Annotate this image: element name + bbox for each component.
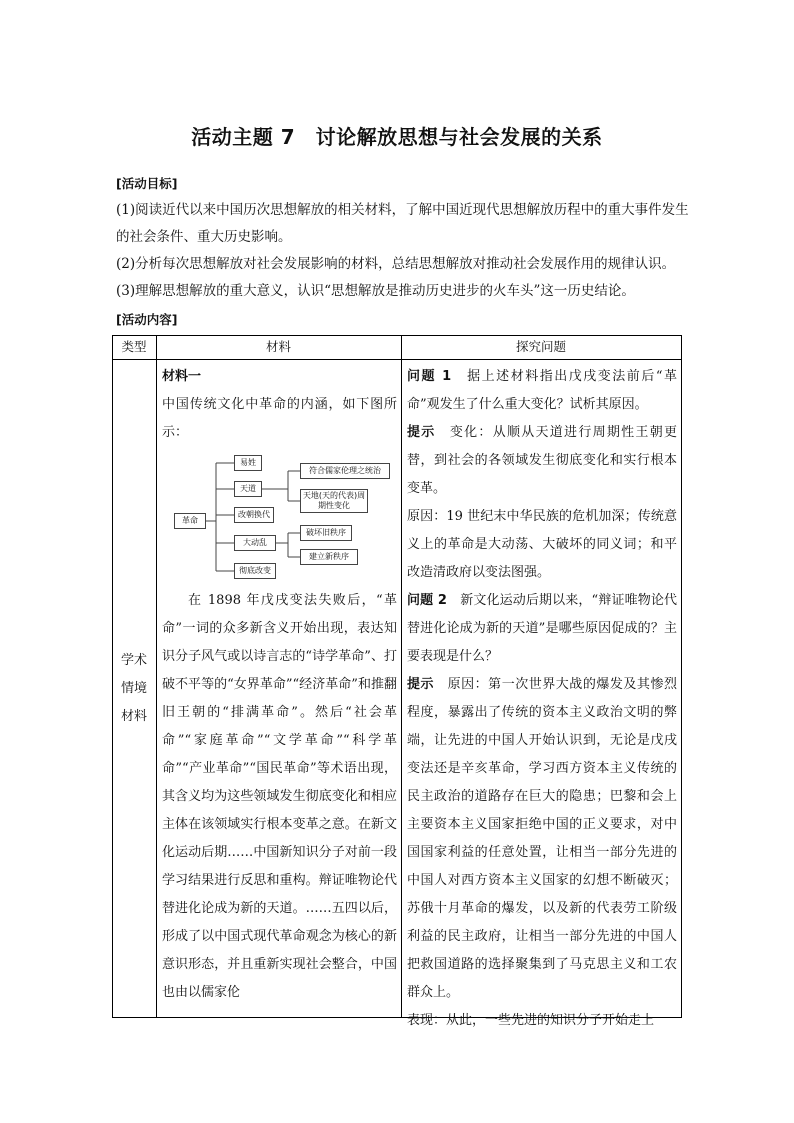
diagram-box-destroy-order: 破坏旧秩序	[300, 525, 352, 541]
goals-heading: [活动目标]	[116, 176, 178, 191]
material-column	[162, 363, 397, 1007]
diagram-box-periodic-change: 天地(天的代表)周期性变化	[300, 489, 368, 513]
activity-table	[112, 335, 682, 1028]
diagram-box-yixing: 易姓	[234, 455, 262, 471]
hint-2-text: 原因：第一次世界大战的爆发及其惨烈程度，暴露出了传统的资本主义政治文明的弊端，让先进的中国人开始认识到，无论是戊戌变法还是辛亥革命，学习西方资本主义传统的民主政治的道路存在巨大的隐患；巴黎和会上主要资本主义国家拒绝中国的正义要求，对中国国家利益的任意处置，让相当一部分先进的中国人对西方资本主义国家的幻想不断破灭；苏俄十月革命的爆发，以及新的代表劳工阶级利益的民主政府，让相当一部分先进的中国人把救国道路的选择聚集到了马克思主义和工农群众上。	[407, 677, 677, 1000]
diagram-root-box: 革命	[174, 513, 206, 529]
diagram-box-thorough-change: 彻底改变	[234, 563, 276, 579]
table-col-divider-1	[156, 335, 157, 1018]
table-header-divider	[112, 359, 682, 360]
diagram-box-confucian-rule: 符合儒家伦理之统治	[300, 463, 390, 479]
question-1	[407, 363, 677, 419]
hint-2-performance: 表现：从此，一些先进的知识分子开始走上	[407, 1013, 655, 1028]
material-text: 在 1898 年戊戌变法失败后，“革命”一词的众多新含义开始出现，表达知识分子风气或以诗言志的“诗学革命”、打破不平等的“女界革命”“经济革命”和推翻旧王朝的“排满革命”。然后“社会革命”“家庭革命”“文学革命”“科学革命”“产业革命”“国民革命”等术语出现，其含义均为这些领域发生彻底变化和相应主体在该领域实行根本变革之意。在新文化运动后期……中国新知识分子对前一段学习结果进行反思和重构。辩证唯物论代替进化论成为新的天道。……五四以后，形成了以中国式现代革命观念为核心的新意识形态，并且重新实现社会整合，中国也由以儒家伦	[162, 593, 397, 1000]
question-1-text: 据上述材料指出戊戌变法前后“革命”观发生了什么重大变化？试析其原因。	[407, 369, 677, 412]
question-2-text: 新文化运动后期以来，“辩证唯物论代替进化论成为新的天道”是哪些原因促成的？主要表现是什么？	[407, 593, 677, 664]
header-questions: 探究问题	[515, 339, 566, 354]
header-type: 类型	[121, 339, 147, 354]
diagram-box-new-order: 建立新秩序	[300, 549, 358, 565]
goal-item-1: (1)阅读近代以来中国历次思想解放的相关材料，了解中国近现代思想解放历程中的重大事件发生的社会条件、重大历史影响。	[116, 202, 689, 245]
hint-1	[407, 419, 677, 503]
header-material: 材料	[265, 339, 291, 354]
diagram-box-tiandao: 天道	[234, 481, 262, 497]
material-label: 材料一	[162, 369, 202, 384]
table-col-divider-2	[401, 335, 402, 1018]
diagram-box-dynasty-change: 改朝换代	[234, 507, 274, 523]
hint-1-text: 变化：从顺从天道进行周期性王朝更替，到社会的各领域发生彻底变化和实行根本变革。	[407, 425, 677, 496]
question-1-label: 问题 1	[407, 369, 452, 384]
diagram-box-turmoil: 大动乱	[234, 535, 276, 551]
hint-1-reason: 原因：19 世纪末中华民族的危机加深；传统意义上的革命是大动荡、大破坏的同义词；和平改造清政府以变法图强。	[407, 509, 677, 580]
revolution-diagram	[162, 449, 397, 585]
page-title: 活动主题 7 讨论解放思想与社会发展的关系	[191, 125, 603, 149]
hint-2	[407, 671, 677, 1007]
question-2	[407, 587, 677, 671]
type-cell	[112, 359, 156, 1018]
goal-item-3: (3)理解思想解放的重大意义，认识“思想解放是推动历史进步的火车头”这一历史结论。	[116, 283, 635, 299]
question-2-label: 问题 2	[407, 593, 447, 608]
type-label: 学术情境材料	[120, 652, 147, 724]
hint-1-label: 提示	[407, 425, 436, 440]
table-border-right	[681, 335, 682, 1018]
hint-2-label: 提示	[407, 677, 435, 692]
questions-column	[407, 363, 677, 1035]
content-heading: [活动内容]	[116, 312, 178, 327]
goal-item-2: (2)分析每次思想解放对社会发展影响的材料，总结思想解放对推动社会发展作用的规律认识。	[116, 256, 676, 272]
material-intro: 中国传统文化中革命的内涵，如下图所示：	[162, 397, 397, 440]
